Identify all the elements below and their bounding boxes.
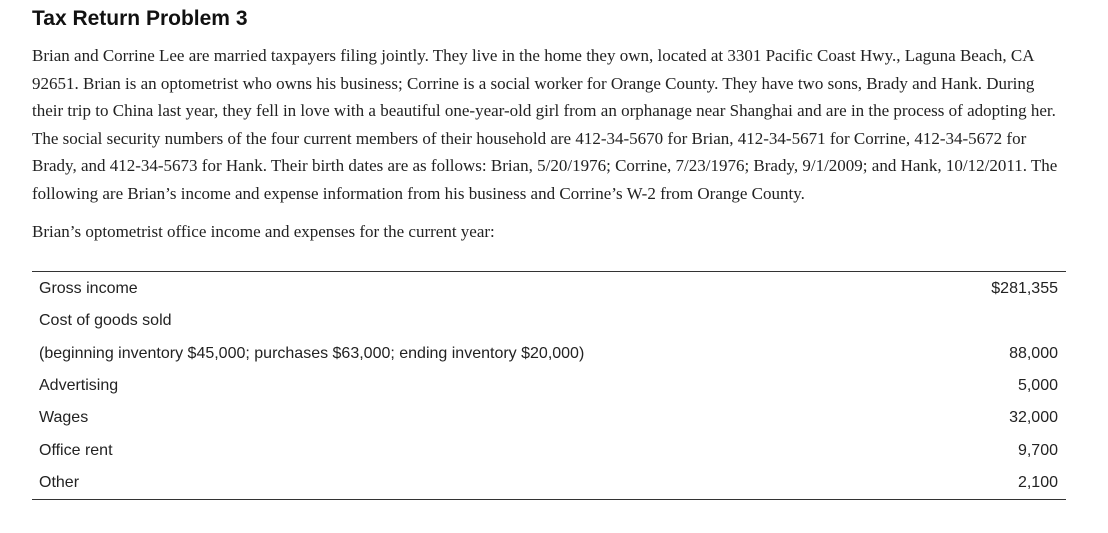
table-row	[32, 338, 1066, 370]
page-title: Tax Return Problem 3	[32, 7, 248, 30]
table-row	[32, 305, 1066, 337]
row-value: 9,700	[1017, 441, 1058, 459]
row-label: Other	[39, 473, 80, 491]
table-row	[32, 370, 1066, 402]
row-value: 2,100	[1017, 473, 1058, 491]
row-label: Office rent	[39, 441, 113, 459]
row-label: Wages	[39, 409, 89, 427]
row-value: 88,000	[1009, 344, 1058, 362]
row-label: Cost of goods sold	[39, 312, 172, 330]
row-label: Gross income	[39, 280, 138, 298]
row-value: $281,355	[991, 280, 1058, 298]
table-intro: Brian’s optometrist office income and expenses for the current year:	[32, 222, 495, 241]
table-row	[32, 273, 1066, 305]
table-row	[32, 402, 1066, 434]
table-row	[32, 434, 1066, 466]
row-value: 32,000	[1009, 409, 1058, 427]
document-page	[32, 6, 1066, 500]
income-expense-table	[32, 271, 1066, 500]
problem-description: Brian and Corrine Lee are married taxpayers filing jointly. They live in the home they own, located at 3301 Pacific Coast Hwy., Laguna Beach, CA 92651. Brian is an optometrist who owns his business; Corrine is a social worker for Orange County. They have two sons, Brady and Hank. During their trip to China last year, they fell in love with a beautiful one-year-old girl from an orphanage near Shanghai and are in the process of adopting her. The social security numbers of the four current members of their household are 412-34-5670 for Brian, 412-34-5671 for Corrine, 412-34-5672 for Brady, and 412-34-5673 for Hank. Their birth dates are as follows: Brian, 5/20/1976; Corrine, 7/23/1976; Brady, 9/1/2009; and Hank, 10/12/2011. The following are Brian’s income and expense information from his business and Corrine’s W-2 from Orange County.	[32, 46, 1058, 203]
row-value: 5,000	[1017, 377, 1058, 395]
row-label: Advertising	[39, 377, 119, 395]
table-row	[32, 467, 1066, 499]
row-label: (beginning inventory $45,000; purchases $63,000; ending inventory $20,000)	[39, 344, 585, 362]
